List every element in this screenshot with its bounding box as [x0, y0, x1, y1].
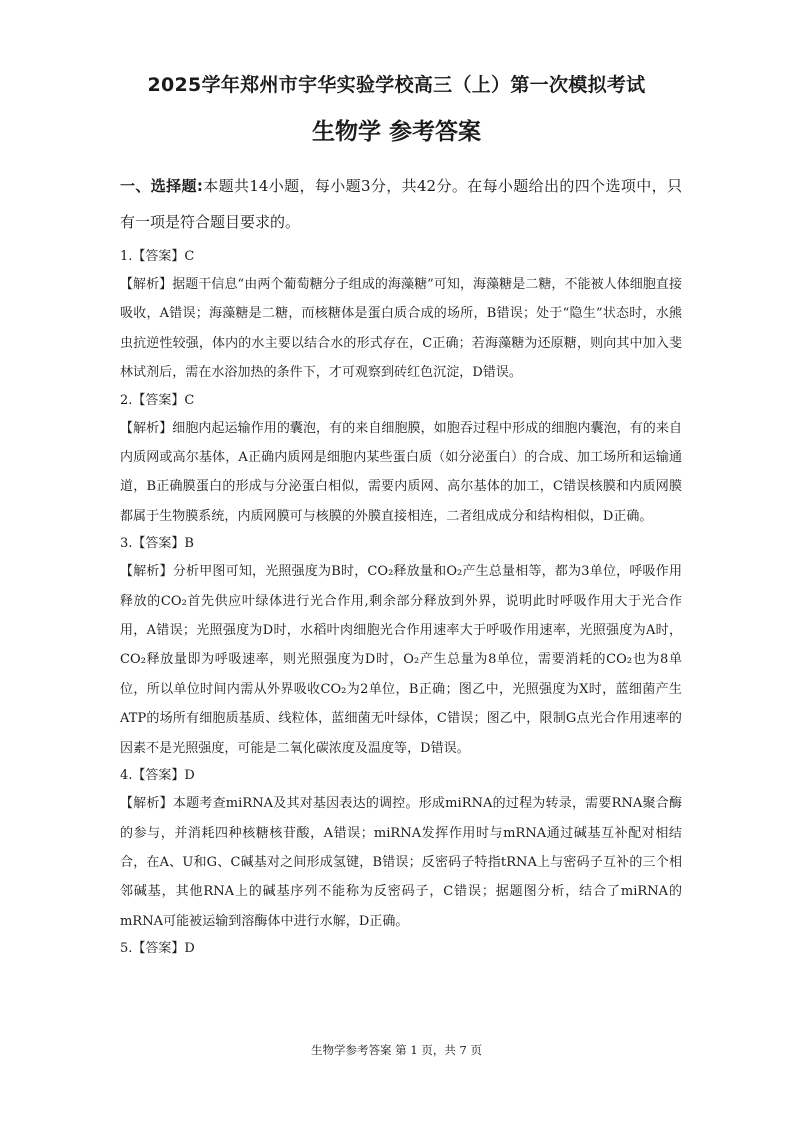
section-lead: 一、选择题: [120, 177, 203, 195]
answer-line-3: 3.【答案】B [120, 536, 194, 552]
explanation-text: 细胞内起运输作用的囊泡，有的来自细胞膜，如胞吞过程中形成的细胞内囊泡，有的来自内质网或高尔基体，A正确内质网是细胞内某些蛋白质（如分泌蛋白）的合成、加工场所和运输通道，B正确膜蛋白的形成与分泌蛋白相似，需要内质网、高尔基体的加工，C错误核膜和内质网膜都属于生物膜系统，内质网膜可与核膜的外膜直接相连，二者组成成分和结构相似，D正确。 [120, 420, 682, 524]
explanation-text: 分析甲图可知，光照强度为B时，CO₂释放量和O₂产生总量相等，都为3单位，呼吸作用释放的CO₂首先供应叶绿体进行光合作用,剩余部分释放到外界，说明此时呼吸作用大于光合作用，A错误；光照强度为D时，水稻叶肉细胞光合作用速率大于呼吸作用速率，光照强度为A时，CO₂释放量即为呼吸速率，则光照强度为D时，O₂产生总量为8单位，需要消耗的CO₂也为8单位，所以单位时间内需从外界吸收CO₂为2单位，B正确；图乙中，光照强度为X时，蓝细菌产生ATP的场所有细胞质基质、线粒体，蓝细菌无叶绿体，C错误；图乙中，限制G点光合作用速率的因素不是光照强度，可能是二氧化碳浓度及温度等，D错误。 [120, 564, 682, 756]
answer-line-2: 2.【答案】C [120, 392, 195, 408]
answer-line-1: 1.【答案】C [120, 249, 195, 264]
explanation-text: 据题干信息“由两个葡萄糖分子组成的海藻糖”可知，海藻糖是二糖，不能被人体细胞直接吸收，A错误；海藻糖是二糖，而核糖体是蛋白质合成的场所，B错误；处于“隐生”状态时，水熊虫抗逆性较强，体内的水主要以结合水的形式存在，C正确；若海藻糖为还原糖，则向其中加入斐林试剂后，需在水浴加热的条件下，才可观察到砖红色沉淀，D错误。 [120, 277, 682, 381]
explanation-tag: 【解析】 [120, 277, 173, 292]
explanation-4 [120, 789, 682, 936]
answer-content [120, 168, 682, 962]
page-footer: 生物学参考答案 第 1 页，共 7 页 [311, 1043, 482, 1057]
explanation-tag: 【解析】 [120, 796, 173, 812]
explanation-1 [120, 270, 682, 388]
explanation-tag: 【解析】 [120, 564, 173, 580]
explanation-2 [120, 414, 682, 532]
explanation-text: 本题考查miRNA及其对基因表达的调控。形成miRNA的过程为转录，需要RNA聚合酶的参与，并消耗四种核糖核苷酸，A错误；miRNA发挥作用时与mRNA通过碱基互补配对相结合，在A、U和G、C碱基对之间形成氢键，B错误；反密码子特指tRNA上与密码子互补的三个相邻碱基，其他RNA上的碱基序列不能称为反密码子，C错误；据题图分析，结合了miRNA的mRNA可能被运输到溶酶体中进行水解，D正确。 [120, 796, 682, 929]
answer-line-4: 4.【答案】D [120, 768, 195, 784]
explanation-3 [120, 557, 682, 763]
page-subtitle: 生物学 参考答案 [311, 119, 481, 145]
page-title: 2025学年郑州市宇华实验学校高三（上）第一次模拟考试 [147, 74, 646, 96]
explanation-tag: 【解析】 [120, 420, 173, 436]
section-heading [120, 168, 682, 240]
answer-line-5: 5.【答案】D [120, 941, 195, 957]
section-description: 本题共14小题，每小题3分，共42分。在每小题给出的四个选项中，只有一项是符合题目要求的。 [120, 177, 682, 231]
